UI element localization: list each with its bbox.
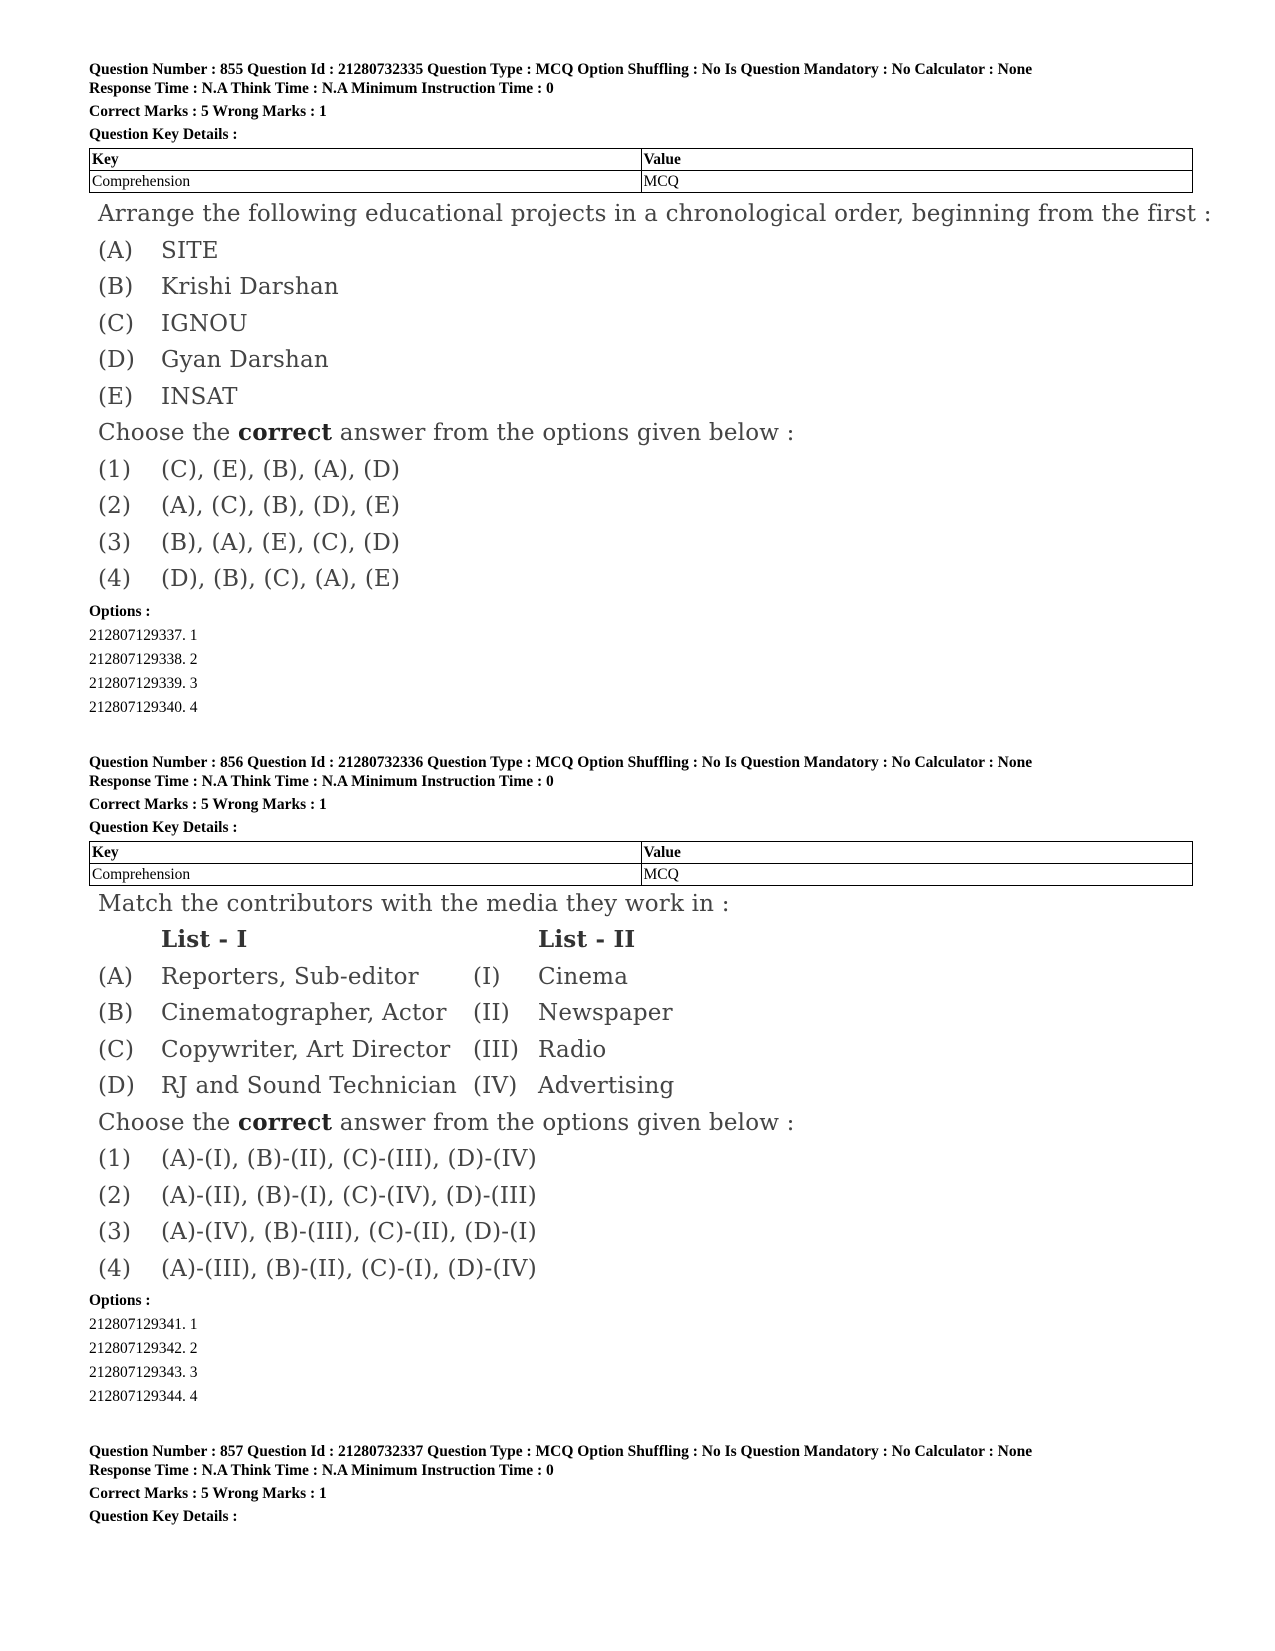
list-item: (A) SITE xyxy=(98,237,219,264)
list-item: (E) INSAT xyxy=(98,383,238,410)
table-header-row xyxy=(90,149,1193,171)
table-cell-key: Comprehension xyxy=(90,863,642,885)
options-list xyxy=(89,600,1193,720)
response-time-line: Response Time : N.A Think Time : N.A Minimum Instruction Time : 0 xyxy=(89,80,554,97)
question-meta-line: Question Number : 856 Question Id : 21280732336 Question Type : MCQ Option Shuffling : No Is Question Mandatory : No Calculator : None xyxy=(89,753,1033,771)
match-row: (B) Cinematographer, Actor (II) Newspaper xyxy=(98,1000,673,1026)
list-item: (C) IGNOU xyxy=(98,310,248,337)
question-meta xyxy=(89,753,1193,837)
key-details-label: Question Key Details : xyxy=(89,1508,238,1525)
question-meta xyxy=(89,60,1193,144)
table-header-value: Value xyxy=(641,149,1193,171)
list-item: (D) Gyan Darshan xyxy=(98,347,329,373)
marks-line: Correct Marks : 5 Wrong Marks : 1 xyxy=(89,103,327,120)
key-details-table xyxy=(89,148,1193,193)
key-details-label: Question Key Details : xyxy=(89,126,238,143)
table-row xyxy=(90,863,1193,885)
answer-choice: (2) (A), (C), (B), (D), (E) xyxy=(98,493,401,519)
option-id: 212807129341. 1 xyxy=(89,1316,198,1333)
option-id: 212807129343. 3 xyxy=(89,1364,198,1381)
option-id: 212807129344. 4 xyxy=(89,1388,198,1405)
option-id: 212807129338. 2 xyxy=(89,650,198,668)
table-cell-value: MCQ xyxy=(641,863,1193,885)
question-meta xyxy=(89,1442,1193,1526)
options-list xyxy=(89,1289,1193,1409)
question-text: Arrange the following educational projects in a chronological order, beginning from the first : xyxy=(98,201,1212,227)
answer-choice: (4) (D), (B), (C), (A), (E) xyxy=(98,566,401,592)
question-857 xyxy=(89,1442,1193,1526)
choose-instruction: Choose the correct answer from the options given below : xyxy=(98,1108,795,1136)
list-headers xyxy=(98,922,1193,959)
option-id: 212807129337. 1 xyxy=(89,626,198,644)
option-id: 212807129342. 2 xyxy=(89,1340,198,1357)
question-text: Match the contributors with the media they work in : xyxy=(98,890,730,917)
list-1-header: List - I xyxy=(161,926,248,953)
table-cell-value: MCQ xyxy=(641,171,1193,193)
answer-choice: (3) (B), (A), (E), (C), (D) xyxy=(98,529,401,556)
question-image-text xyxy=(89,886,1193,1288)
question-meta-line: Question Number : 857 Question Id : 21280732337 Question Type : MCQ Option Shuffling : No Is Question Mandatory : No Calculator : None xyxy=(89,1443,1033,1460)
table-row xyxy=(90,171,1193,193)
question-image-text xyxy=(89,196,1212,598)
key-details-label: Question Key Details : xyxy=(89,818,238,836)
option-id: 212807129339. 3 xyxy=(89,674,198,692)
question-meta-line: Question Number : 855 Question Id : 21280732335 Question Type : MCQ Option Shuffling : No Is Question Mandatory : No Calculator : None xyxy=(89,61,1033,78)
key-details-table xyxy=(89,841,1193,886)
match-row: (A) Reporters, Sub-editor (I) Cinema xyxy=(98,963,629,990)
options-label: Options : xyxy=(89,602,151,620)
table-header-row xyxy=(90,841,1193,863)
table-header-key: Key xyxy=(90,841,642,863)
list-2-header: List - II xyxy=(538,926,636,953)
marks-line: Correct Marks : 5 Wrong Marks : 1 xyxy=(89,1485,327,1502)
answer-choice: (2) (A)-(II), (B)-(I), (C)-(IV), (D)-(III) xyxy=(98,1182,537,1209)
options-label: Options : xyxy=(89,1292,151,1309)
response-time-line: Response Time : N.A Think Time : N.A Minimum Instruction Time : 0 xyxy=(89,1462,554,1479)
question-856 xyxy=(89,753,1193,1410)
table-header-value: Value xyxy=(641,841,1193,863)
marks-line: Correct Marks : 5 Wrong Marks : 1 xyxy=(89,795,327,813)
table-cell-key: Comprehension xyxy=(90,171,642,193)
response-time-line: Response Time : N.A Think Time : N.A Minimum Instruction Time : 0 xyxy=(89,772,554,790)
match-row: (C) Copywriter, Art Director (III) Radio xyxy=(98,1036,607,1063)
list-item: (B) Krishi Darshan xyxy=(98,274,339,300)
answer-choice: (1) (A)-(I), (B)-(II), (C)-(III), (D)-(IV) xyxy=(98,1146,537,1172)
question-855 xyxy=(89,60,1212,720)
choose-instruction: Choose the correct answer from the options given below : xyxy=(98,419,795,446)
match-row: (D) RJ and Sound Technician (IV) Advertising xyxy=(98,1073,675,1099)
table-header-key: Key xyxy=(90,149,642,171)
answer-choice: (4) (A)-(III), (B)-(II), (C)-(I), (D)-(IV) xyxy=(98,1255,537,1282)
option-id: 212807129340. 4 xyxy=(89,698,198,716)
answer-choice: (1) (C), (E), (B), (A), (D) xyxy=(98,456,401,483)
answer-choice: (3) (A)-(IV), (B)-(III), (C)-(II), (D)-(I) xyxy=(98,1219,537,1245)
document-page xyxy=(89,60,1212,1526)
